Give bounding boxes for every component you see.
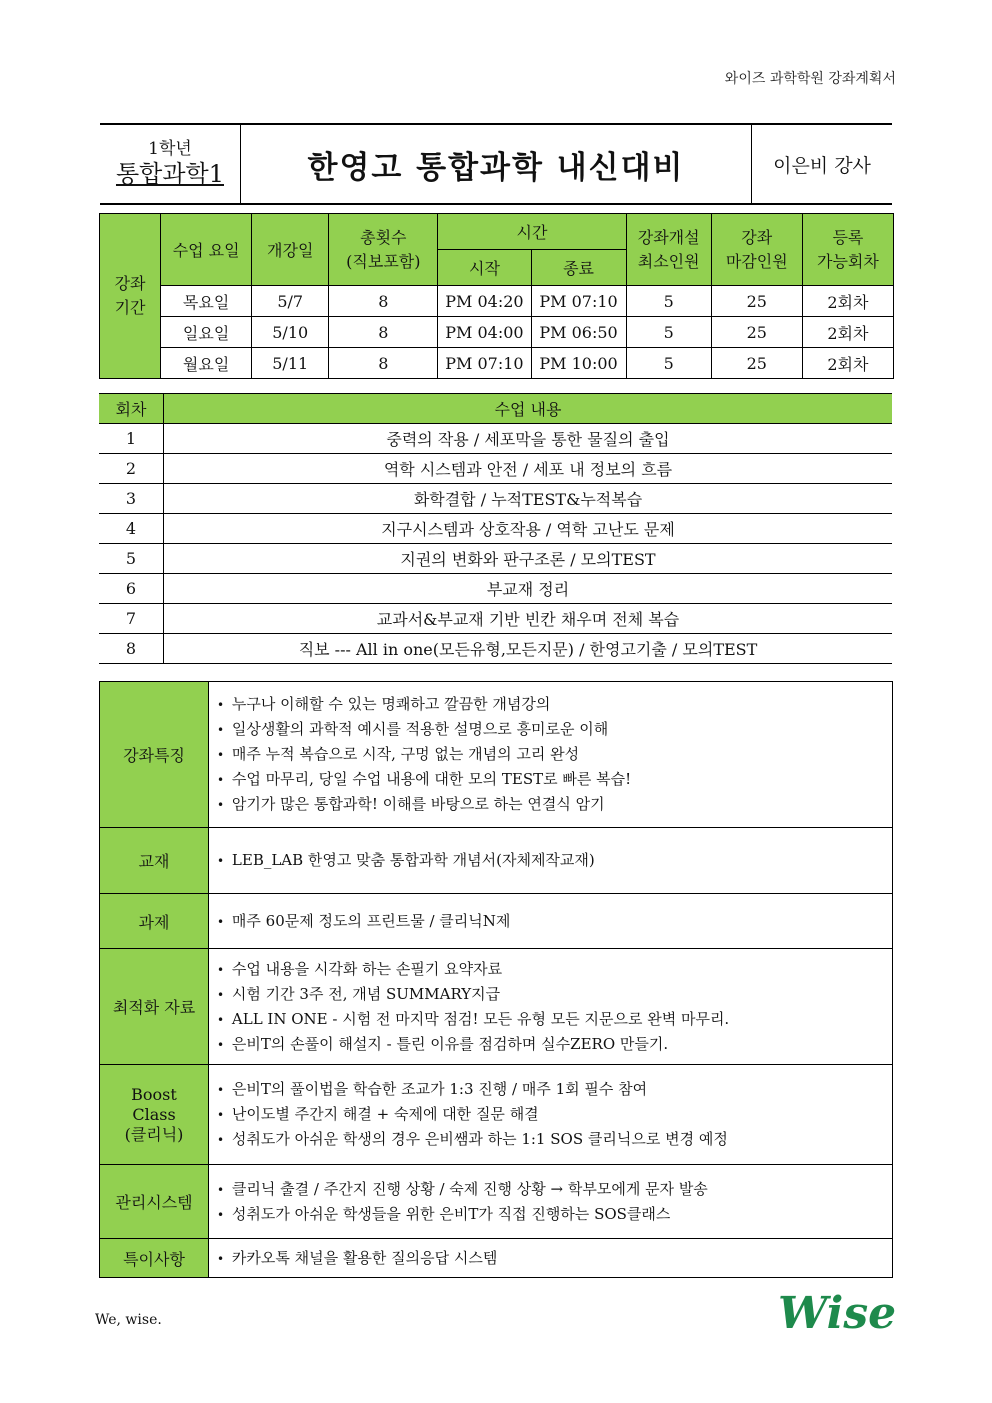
table-row xyxy=(99,424,892,454)
lesson-content: 중력의 작용 / 세포막을 통한 물질의 출입 xyxy=(164,424,893,454)
table-row xyxy=(99,604,892,634)
feature-row xyxy=(100,1065,893,1165)
feature-label: 강좌특징 xyxy=(100,682,209,828)
col-total-label: 총횟수 xyxy=(360,227,407,247)
col-start-date-header: 개강일 xyxy=(252,214,329,286)
lesson-no: 5 xyxy=(99,544,164,574)
list-item: • 은비T의 손풀이 해설지 - 틀린 이유를 점검하며 실수ZERO 만들기. xyxy=(217,1032,892,1057)
feature-content xyxy=(209,1165,893,1239)
row-max: 25 xyxy=(711,348,802,379)
col-day-header: 수업 요일 xyxy=(161,214,252,286)
table-row xyxy=(100,348,894,379)
col-reg-sublabel: 가능회차 xyxy=(816,251,879,271)
list-item: • 수업 마무리, 당일 수업 내용에 대한 모의 TEST로 빠른 복습! xyxy=(217,767,892,792)
col-max-sublabel: 마감인원 xyxy=(725,251,788,271)
row-start: PM 07:10 xyxy=(438,348,531,379)
schedule-table xyxy=(99,213,894,379)
row-day: 월요일 xyxy=(161,348,252,379)
table-row xyxy=(99,634,892,664)
feature-label: 교재 xyxy=(100,828,209,894)
table-row xyxy=(99,514,892,544)
feature-row xyxy=(100,828,893,894)
lesson-content: 역학 시스템과 안전 / 세포 내 정보의 흐름 xyxy=(164,454,893,484)
col-max-header xyxy=(711,214,802,286)
list-item: • 은비T의 풀이법을 학습한 조교가 1:3 진행 / 매주 1회 필수 참여 xyxy=(217,1077,892,1102)
schedule-period-label: 강좌 기간 xyxy=(100,214,161,379)
lessons-table xyxy=(99,393,892,664)
row-start: PM 04:00 xyxy=(438,317,531,348)
lesson-no: 1 xyxy=(99,424,164,454)
row-reg: 2회차 xyxy=(802,286,893,317)
lesson-content: 지권의 변화와 판구조론 / 모의TEST xyxy=(164,544,893,574)
row-date: 5/11 xyxy=(252,348,329,379)
lesson-content-header: 수업 내용 xyxy=(164,394,893,424)
subject-label: 통합과학1 xyxy=(115,160,224,188)
col-total-sublabel: (직보포함) xyxy=(346,251,421,271)
lesson-content: 교과서&부교재 기반 빈칸 채우며 전체 복습 xyxy=(164,604,893,634)
grade-label: 1학년 xyxy=(148,139,192,159)
document-header-note: 와이즈 과학학원 강좌계획서 xyxy=(724,71,896,87)
lesson-no: 7 xyxy=(99,604,164,634)
features-table xyxy=(99,681,893,1278)
col-max-label: 강좌 xyxy=(741,227,773,247)
lesson-no: 3 xyxy=(99,484,164,514)
col-time-header: 시간 xyxy=(438,214,626,250)
feature-content xyxy=(209,894,893,949)
list-item: • 수업 내용을 시각화 하는 손필기 요약자료 xyxy=(217,957,892,982)
col-min-label: 강좌개설 xyxy=(637,227,700,247)
feature-content xyxy=(209,1239,893,1278)
col-time-end-header: 종료 xyxy=(531,250,626,286)
col-min-sublabel: 최소인원 xyxy=(637,251,700,271)
lesson-content: 화학결합 / 누적TEST&누적복습 xyxy=(164,484,893,514)
page-title: 한영고 통합과학 내신대비 xyxy=(241,125,752,203)
footer-slogan: We, wise. xyxy=(95,1312,162,1328)
list-item: • LEB_LAB 한영고 맞춤 통합과학 개념서(자체제작교재) xyxy=(217,848,892,873)
feature-label: 관리시스템 xyxy=(100,1165,209,1239)
feature-row xyxy=(100,894,893,949)
col-time-start-header: 시작 xyxy=(438,250,531,286)
list-item: • ALL IN ONE - 시험 전 마지막 점검! 모든 유형 모든 지문으로 완벽 마무리. xyxy=(217,1007,892,1032)
feature-content xyxy=(209,828,893,894)
row-min: 5 xyxy=(626,348,711,379)
col-reg-header xyxy=(802,214,893,286)
feature-label: Boost Class (클리닉) xyxy=(100,1065,209,1165)
row-count: 8 xyxy=(329,317,438,348)
wise-logo-text: Wise xyxy=(778,1288,897,1336)
row-reg: 2회차 xyxy=(802,348,893,379)
list-item: • 난이도별 주간지 해결 + 숙제에 대한 질문 해결 xyxy=(217,1102,892,1127)
list-item: • 누구나 이해할 수 있는 명쾌하고 깔끔한 개념강의 xyxy=(217,692,892,717)
list-item: • 일상생활의 과학적 예시를 적용한 설명으로 흥미로운 이해 xyxy=(217,717,892,742)
list-item: • 성취도가 아쉬운 학생들을 위한 은비T가 직접 진행하는 SOS클래스 xyxy=(217,1202,892,1227)
teacher-name: 이은비 강사 xyxy=(773,154,871,177)
row-count: 8 xyxy=(329,286,438,317)
lesson-content: 직보 --- All in one(모든유형,모든지문) / 한영고기출 / 모의TEST xyxy=(164,634,893,664)
table-row xyxy=(100,317,894,348)
wise-logo xyxy=(776,1288,900,1336)
feature-row xyxy=(100,682,893,828)
feature-content xyxy=(209,949,893,1065)
col-min-header xyxy=(626,214,711,286)
row-max: 25 xyxy=(711,317,802,348)
lesson-no-header: 회차 xyxy=(99,394,164,424)
row-count: 8 xyxy=(329,348,438,379)
row-date: 5/10 xyxy=(252,317,329,348)
lesson-no: 8 xyxy=(99,634,164,664)
title-course-block xyxy=(100,125,241,203)
feature-row xyxy=(100,1165,893,1239)
col-reg-label: 등록 xyxy=(832,227,864,247)
feature-label: 특이사항 xyxy=(100,1239,209,1278)
row-end: PM 06:50 xyxy=(531,317,626,348)
lesson-no: 2 xyxy=(99,454,164,484)
row-day: 일요일 xyxy=(161,317,252,348)
table-row xyxy=(99,574,892,604)
lesson-content: 부교재 정리 xyxy=(164,574,893,604)
feature-content xyxy=(209,682,893,828)
list-item: • 매주 60문제 정도의 프린트물 / 클리닉N제 xyxy=(217,909,892,934)
feature-label: 최적화 자료 xyxy=(100,949,209,1065)
title-box xyxy=(100,123,892,205)
row-date: 5/7 xyxy=(252,286,329,317)
lesson-no: 6 xyxy=(99,574,164,604)
list-item: • 암기가 많은 통합과학! 이해를 바탕으로 하는 연결식 암기 xyxy=(217,792,892,817)
table-row xyxy=(100,286,894,317)
row-start: PM 04:20 xyxy=(438,286,531,317)
list-item: • 성취도가 아쉬운 학생의 경우 은비쌤과 하는 1:1 SOS 클리닉으로 변경 예정 xyxy=(217,1127,892,1152)
row-day: 목요일 xyxy=(161,286,252,317)
row-max: 25 xyxy=(711,286,802,317)
list-item: • 카카오톡 채널을 활용한 질의응답 시스템 xyxy=(217,1246,892,1271)
row-end: PM 10:00 xyxy=(531,348,626,379)
row-min: 5 xyxy=(626,317,711,348)
lesson-content: 지구시스템과 상호작용 / 역학 고난도 문제 xyxy=(164,514,893,544)
feature-content xyxy=(209,1065,893,1165)
table-row xyxy=(99,484,892,514)
row-min: 5 xyxy=(626,286,711,317)
feature-row xyxy=(100,949,893,1065)
feature-row xyxy=(100,1239,893,1278)
list-item: • 매주 누적 복습으로 시작, 구멍 없는 개념의 고리 완성 xyxy=(217,742,892,767)
table-row xyxy=(99,454,892,484)
col-total-header xyxy=(329,214,438,286)
row-reg: 2회차 xyxy=(802,317,893,348)
row-end: PM 07:10 xyxy=(531,286,626,317)
list-item: • 클리닉 출결 / 주간지 진행 상황 / 숙제 진행 상황 → 학부모에게 문자 발송 xyxy=(217,1177,892,1202)
feature-label: 과제 xyxy=(100,894,209,949)
lesson-no: 4 xyxy=(99,514,164,544)
list-item: • 시험 기간 3주 전, 개념 SUMMARY지급 xyxy=(217,982,892,1007)
table-row xyxy=(99,544,892,574)
